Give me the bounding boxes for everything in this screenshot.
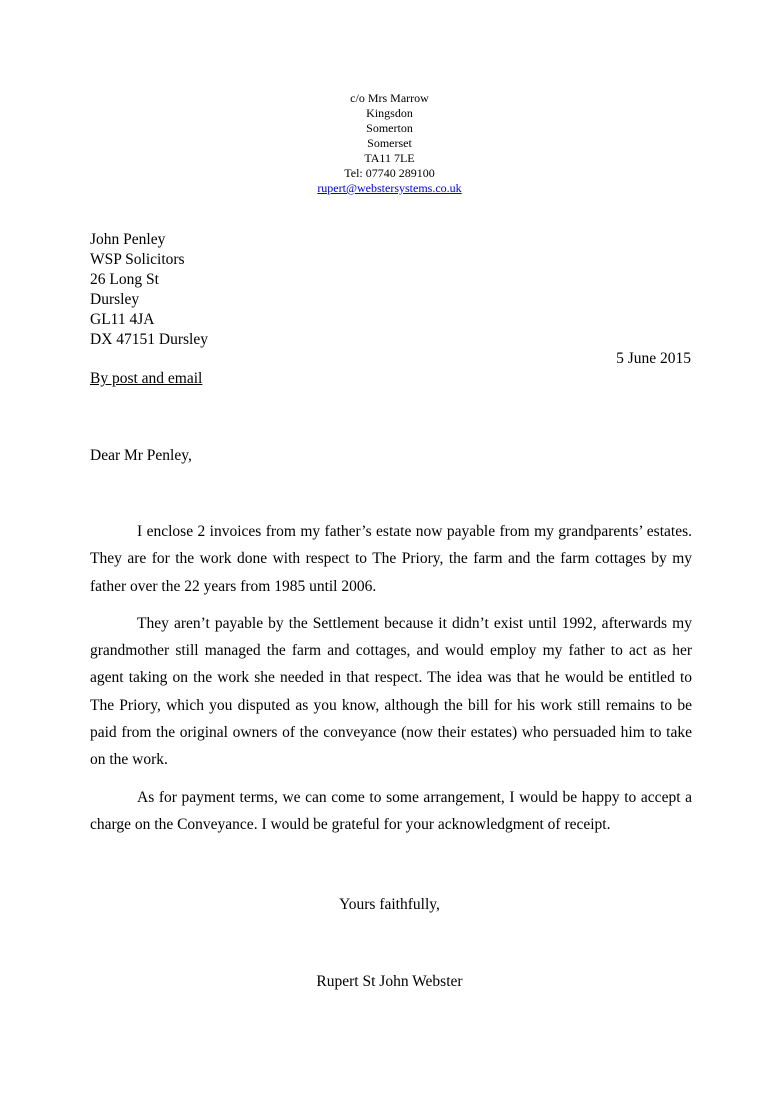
delivery-method: By post and email	[90, 370, 203, 387]
recipient-street: 26 Long St	[90, 271, 159, 288]
recipient-town: Dursley	[90, 291, 140, 308]
recipient-firm: WSP Solicitors	[90, 251, 185, 268]
sender-address-line: Somerton	[366, 121, 413, 135]
recipient-name: John Penley	[90, 231, 166, 248]
body-paragraph: They aren’t payable by the Settlement because it didn’t exist until 1992, afterwards my grandmother still managed the farm and cottages, and would employ my father to act as her agent taking on the work she needed in that respect. The idea was that he would be entitled to The Priory, which you disputed as you know, although the bill for his work still remains to be paid from the original owners of the conveyance (now their estates) who persuaded him to take on the work.	[90, 614, 692, 769]
sender-address-line: Kingsdon	[366, 106, 413, 120]
sender-postcode: TA11 7LE	[364, 151, 415, 165]
recipient-address-block	[90, 230, 208, 350]
body-paragraph: As for payment terms, we can come to some arrangement, I would be happy to accept a charge on the Conveyance. I would be grateful for your acknowledgment of receipt.	[90, 788, 692, 833]
letter-body	[90, 518, 692, 848]
sender-address-block	[0, 91, 779, 196]
body-paragraph: I enclose 2 invoices from my father’s estate now payable from my grandparents’ estates. They are for the work done with respect to The Priory, the farm and the farm cottages by my father over the 22 years from 1985 until 2006.	[90, 523, 692, 595]
closing: Yours faithfully,	[339, 896, 440, 913]
salutation: Dear Mr Penley,	[90, 447, 192, 464]
letter-date: 5 June 2015	[616, 350, 691, 367]
recipient-postcode: GL11 4JA	[90, 311, 155, 328]
recipient-dx: DX 47151 Dursley	[90, 331, 208, 348]
sender-email-link[interactable]: rupert@webstersystems.co.uk	[317, 181, 462, 195]
sender-telephone: Tel: 07740 289100	[344, 166, 435, 180]
sender-address-line: c/o Mrs Marrow	[350, 91, 429, 105]
sender-address-line: Somerset	[367, 136, 412, 150]
signature-name: Rupert St John Webster	[316, 973, 463, 990]
